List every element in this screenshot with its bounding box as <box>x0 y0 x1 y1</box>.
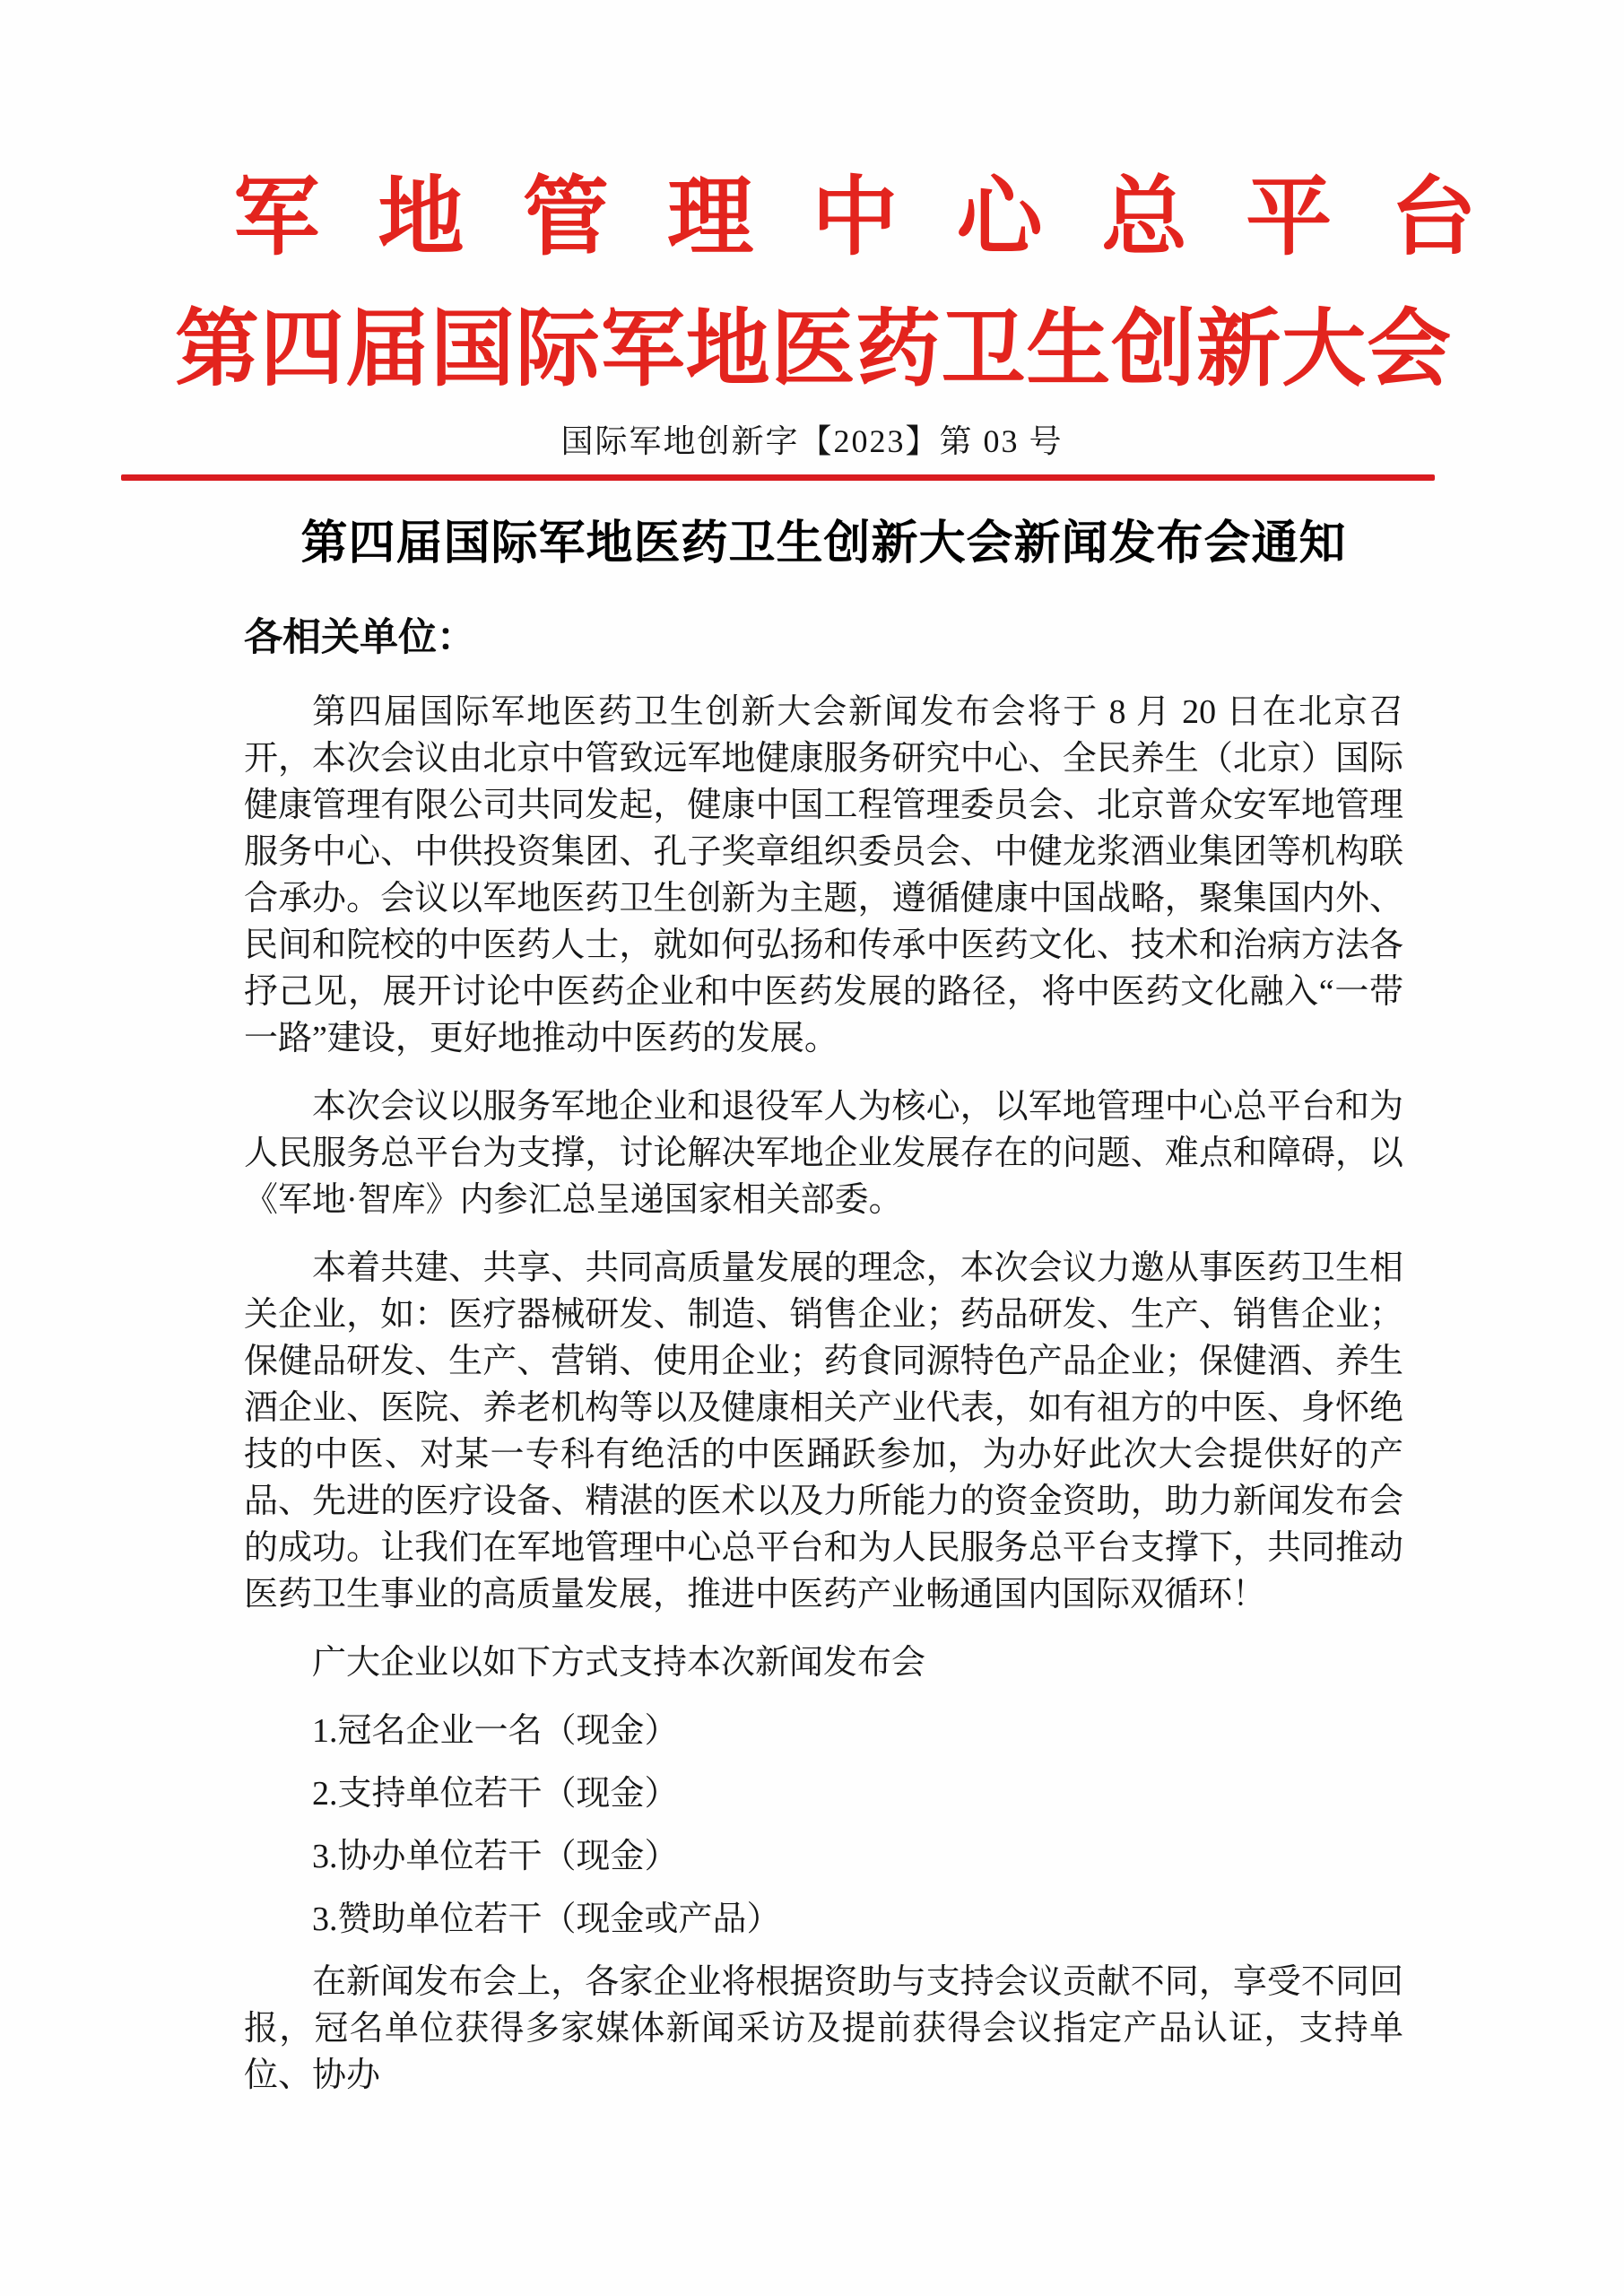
paragraph-invitation: 本着共建、共享、共同高质量发展的理念，本次会议力邀从事医药卫生相关企业，如：医疗器械研发、制造、销售企业；药品研发、生产、销售企业；保健品研发、生产、营销、使用企业；药食同源特色产品企业；保健酒、养生酒企业、医院、养老机构等以及健康相关产业代表，如有祖方的中医、身怀绝技的中医、对某一专科有绝活的中医踊跃参加，为办好此次大会提供好的产品、先进的医疗设备、精湛的医术以及力所能力的资金资助，助力新闻发布会的成功。让我们在军地管理中心总平台和为人民服务总平台支撑下，共同推动医药卫生事业的高质量发展，推进中医药产业畅通国内国际双循环！ <box>244 1249 1403 1614</box>
letterhead <box>175 169 1535 481</box>
letterhead-line-1: 军地管理中心总平台 <box>233 170 1535 265</box>
list-item-supporting-units: 2.支持单位若干（现金） <box>312 1775 679 1813</box>
paragraph-meeting-core: 本次会议以服务军地企业和退役军人为核心，以军地管理中心总平台和为人民服务总平台为支撑，讨论解决军地企业发展存在的问题、难点和障碍，以《军地·智库》内参汇总呈递国家相关部委。 <box>244 1088 1403 1220</box>
notice-title: 第四届国际军地医药卫生创新大会新闻发布会通知 <box>300 518 1347 570</box>
list-item-naming-sponsor: 1.冠名企业一名（现金） <box>312 1712 679 1751</box>
salutation: 各相关单位： <box>244 617 475 660</box>
letterhead-line-2: 第四届国际军地医药卫生创新大会 <box>175 303 1453 397</box>
paragraph-meeting-intro: 第四届国际军地医药卫生创新大会新闻发布会将于 8 月 20 日在北京召开，本次会议由北京中管致远军地健康服务研究中心、全民养生（北京）国际健康管理有限公司共同发起，健康中国工程管理委员会、北京普众安军地管理服务中心、中供投资集团、孔子奖章组织委员会、中健龙浆酒业集团等机构联合承办。会议以军地医药卫生创新为主题，遵循健康中国战略，聚集国内外、民间和院校的中医药人士，就如何弘扬和传承中医药文化、技术和治病方法各抒己见，展开讨论中医药企业和中医药发展的路径，将中医药文化融入“一带一路”建设，更好地推动中医药的发展。 <box>244 693 1403 1058</box>
red-divider-line <box>121 474 1435 481</box>
list-item-sponsor-units: 3.赞助单位若干（现金或产品） <box>312 1900 781 1939</box>
list-item-coorganizer-units: 3.协办单位若干（现金） <box>312 1838 679 1876</box>
closing-paragraph: 在新闻发布会上，各家企业将根据资助与支持会议贡献不同，享受不同回报，冠名单位获得多家媒体新闻采访及提前获得会议指定产品认证，支持单位、协办 <box>244 1963 1403 2095</box>
paragraph-support-lead-in: 广大企业以如下方式支持本次新闻发布会 <box>312 1644 926 1683</box>
document-number: 国际军地创新字【2023】第 03 号 <box>560 423 1064 460</box>
